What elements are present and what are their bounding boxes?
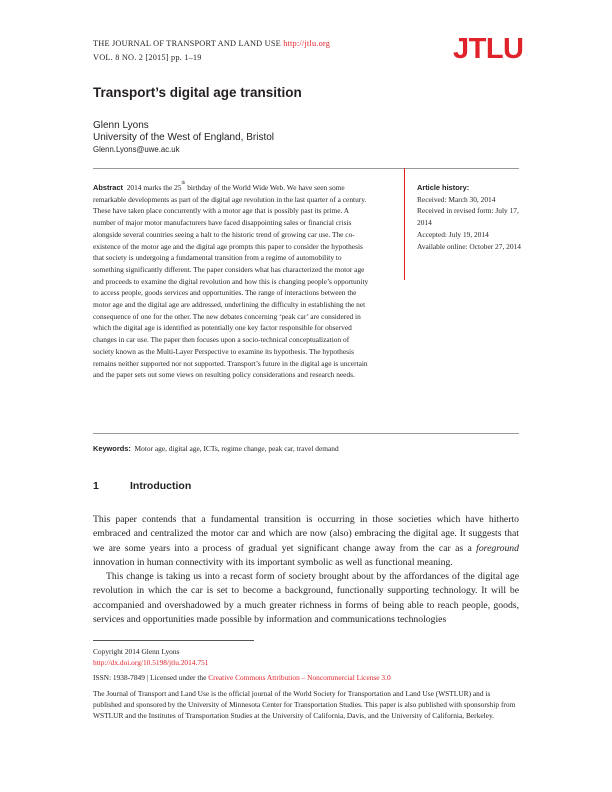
paragraph-text: innovation in human connectivity with its important symbolic as well as functional meaning. xyxy=(93,556,453,568)
abstract xyxy=(93,182,369,381)
paragraph: This change is taking us into a recast form of society brought about by the affordances of the digital age revolution in which the car is set to become a background, functionally supporting technology. It will be accompanied and overshadowed by a much greater richness in forms of being able to reach people, goods, services and opportunities made possible by information and communications technologies xyxy=(93,571,519,626)
footnote-divider xyxy=(93,640,254,641)
journal-url-link[interactable]: http://jtlu.org xyxy=(283,39,331,48)
journal-name: THE JOURNAL OF TRANSPORT AND LAND USE xyxy=(93,39,281,48)
section-number: 1 xyxy=(93,480,99,492)
abstract-text: birthday of the World Wide Web. We have seen some remarkable developments as part of the digital age revolution in the last quarter of a century. These have taken place concurrently with a motor age that is possibly past its prime. A number of major motor manufacturers have faced disappointing sales or financial crisis alongside several countries seeing a halt to the historic trend of growing car use. The co-existence of the motor age and the digital age prompts this paper to consider the hypothesis that society is undergoing a fundamental transition from a regime of automobility to something significantly different. The paper considers what has characterized the motor age and proceeds to examine the digital revolution and how this is changing people’s opportunity to access people, goods services and opportunities. The range of interactions between the motor age and the digital age are addressed, underlining the difficulty in establishing the net consequence of one for the other. The new debates concerning ‘peak car’ are considered in which the digital age is identified as potentially one key factor responsible for observed changes in car use. The paper then focuses upon a socio-technical conceptualization of society known as the Multi-Layer Perspective to examine its hypothesis. The hypothesis remains neither supported nor not supported. Transport’s future in the digital age is uncertain and the paper sets out some views on resulting policy considerations and research needs. xyxy=(93,183,369,380)
issn-text: ISSN: 1938-7849 | Licensed under the xyxy=(93,673,209,683)
body-text xyxy=(93,513,519,627)
footer xyxy=(93,646,519,721)
doi-link[interactable]: http://dx.doi.org/10.5198/jtlu.2014.751 xyxy=(93,658,209,668)
history-received: Received: March 30, 2014 xyxy=(417,194,496,204)
paragraph-text: This paper contends that a fundamental transition is occurring in those societies which have hitherto embraced and centralized the motor car and which are now (also) embracing the digital age. It suggests that we are some years into a process of gradual yet significant change away from the car as a xyxy=(93,514,519,554)
history-accepted: Accepted: July 19, 2014 xyxy=(417,229,489,239)
keywords xyxy=(93,444,339,453)
volume-line: VOL. 8 NO. 2 [2015] pp. 1–19 xyxy=(93,53,202,62)
author-affiliation: University of the West of England, Bristol xyxy=(93,132,275,143)
abstract-sup: th xyxy=(181,181,186,186)
article-history xyxy=(417,182,535,252)
journal-statement: The Journal of Transport and Land Use is the official journal of the World Society for Transportation and Land Use (WSTLUR) and is published and sponsored by the University of Minnesota Center for Transportation Studies. This paper is also published with sponsorship from WSTLUR and the Institutes of Transportation Studies at the University of California, Davis, and the University of California, Berkeley. xyxy=(93,688,516,721)
divider xyxy=(93,168,519,169)
keywords-text: Motor age, digital age, ICTs, regime change, peak car, travel demand xyxy=(134,444,339,453)
history-revised: Received in revised form: July 17, 2014 xyxy=(417,206,519,228)
section-title: Introduction xyxy=(130,480,192,492)
copyright: Copyright 2014 Glenn Lyons xyxy=(93,647,180,656)
keywords-label: Keywords: xyxy=(93,444,131,453)
journal-header xyxy=(93,39,330,48)
emphasis-text: foreground xyxy=(476,542,519,554)
abstract-text-start: 2014 marks the 25 xyxy=(126,183,182,192)
author-email: Glenn.Lyons@uwe.ac.uk xyxy=(93,145,180,154)
divider xyxy=(93,433,519,434)
history-online: Available online: October 27, 2014 xyxy=(417,241,521,251)
abstract-label: Abstract xyxy=(93,183,123,192)
history-divider xyxy=(404,168,405,280)
author-name: Glenn Lyons xyxy=(93,120,149,131)
paragraph xyxy=(93,513,519,570)
issn-line xyxy=(93,672,519,683)
license-link[interactable]: Creative Commons Attribution – Noncommercial License 3.0 xyxy=(208,673,391,683)
history-label: Article history: xyxy=(417,183,470,192)
article-title: Transport’s digital age transition xyxy=(93,85,302,100)
jtlu-logo: JTLU xyxy=(453,33,524,65)
